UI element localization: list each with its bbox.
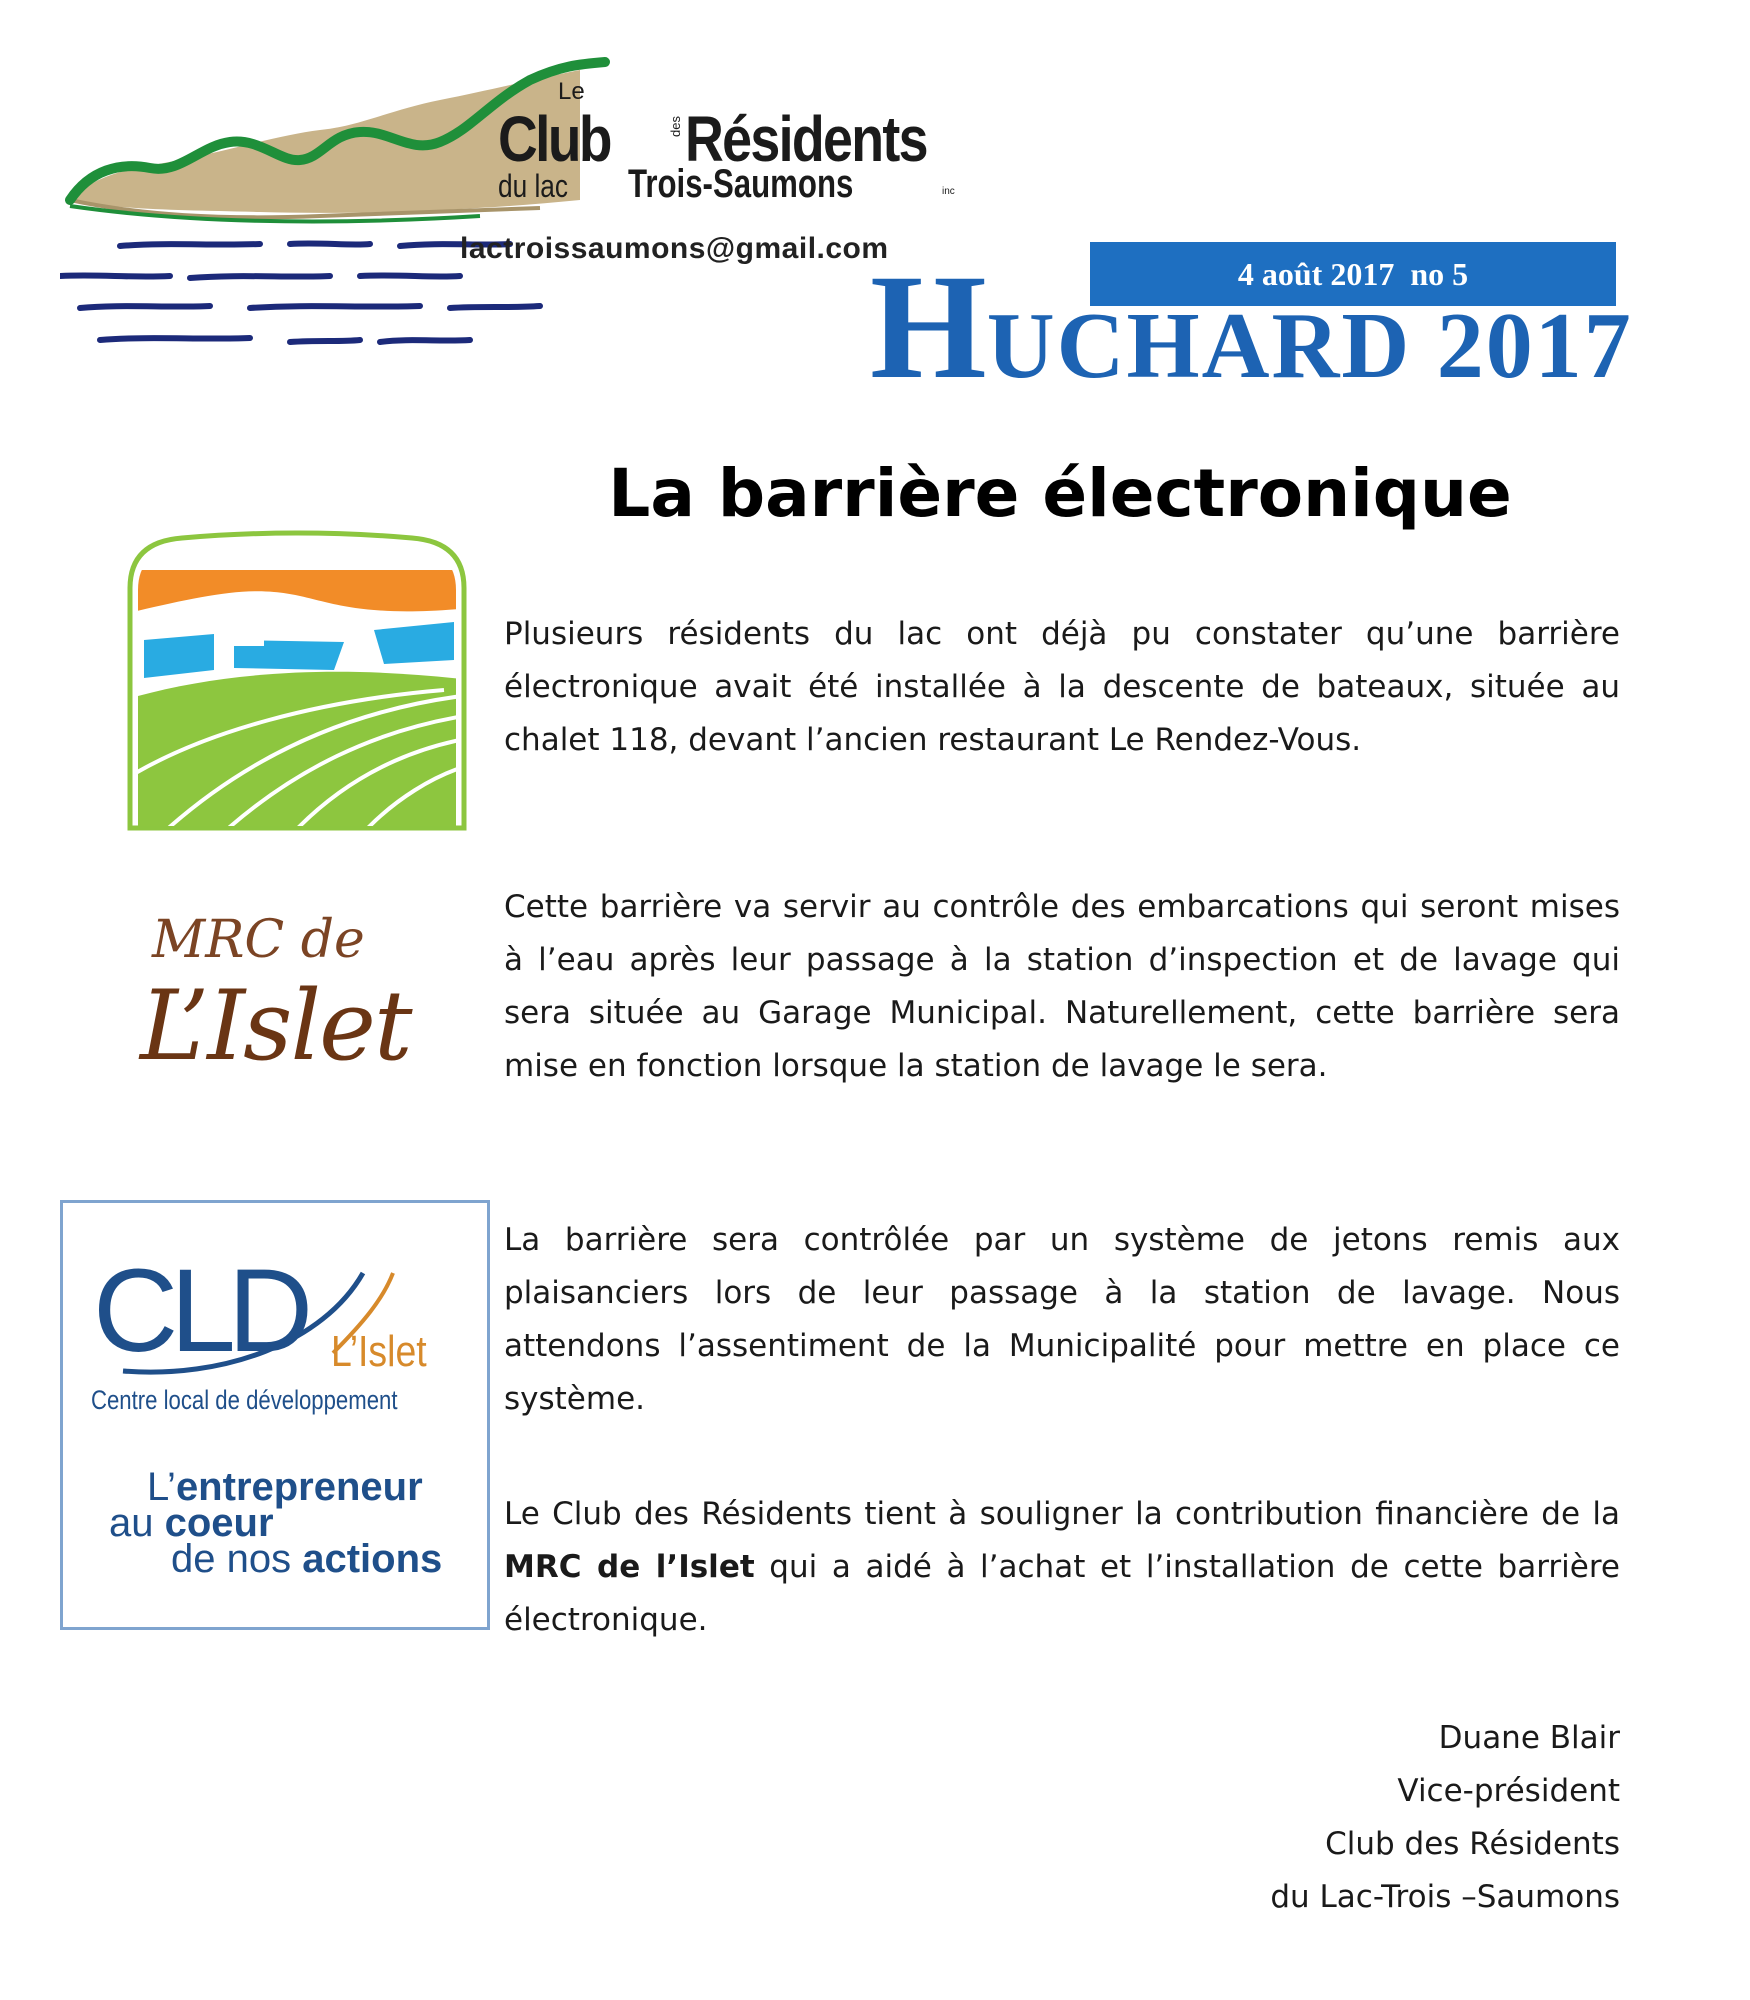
newsletter-title-initial: H xyxy=(870,244,987,410)
cld-slogan3-pre: de nos xyxy=(171,1537,303,1581)
cld-islet: L’Islet xyxy=(331,1327,427,1376)
logo-du-lac: du lac xyxy=(498,168,569,204)
cld-slogan-line3 xyxy=(171,1537,442,1582)
paragraph-4-bold: MRC de l’Islet xyxy=(504,1549,755,1585)
signature-role: Vice-président xyxy=(1397,1773,1620,1809)
landscape-logo xyxy=(124,530,470,832)
article-paragraph-1: Plusieurs résidents du lac ont déjà pu constater qu’une barrière électronique avait été installée à la descente de bateaux, située au chalet 118, devant l’ancien restaurant Le Rendez-Vous. xyxy=(504,616,1620,758)
cld-subtitle: Centre local de développement xyxy=(91,1385,398,1415)
signature-org-1: Club des Résidents xyxy=(1325,1826,1620,1862)
newsletter-title-rest: UCHARD 2017 xyxy=(986,294,1633,398)
logo-le: Le xyxy=(558,78,585,105)
cld-islet-logo xyxy=(60,1200,490,1630)
issue-date: 4 août 2017 xyxy=(1237,256,1395,292)
article-paragraph-2: Cette barrière va servir au contrôle des embarcations qui seront mises à l’eau après leur passage à la station d’inspection et de lavage qui sera située au Garage Municipal. Naturellement, cette barrière sera mise en fonction lorsque la station de lavage le sera. xyxy=(504,889,1620,1084)
logo-inc: inc xyxy=(942,186,955,197)
cld-slogan1-pre: L’ xyxy=(147,1465,176,1509)
paragraph-4-before: Le Club des Résidents tient à souligner la contribution financière de la xyxy=(504,1496,1620,1532)
article-paragraph-3: La barrière sera contrôlée par un système de jetons remis aux plaisanciers lors de leur passage à la station de lavage. Nous attendons l’assentiment de la Municipalité pour mettre en place ce système. xyxy=(504,1222,1620,1417)
article-paragraph-4 xyxy=(504,1488,1620,1647)
lake-mountain-graphic xyxy=(60,50,960,390)
club-residents-logo xyxy=(60,50,960,390)
issue-number: no 5 xyxy=(1410,256,1469,292)
mrc-logo-line1: MRC de xyxy=(152,910,365,970)
club-email: lactroissaumons@gmail.com xyxy=(460,232,889,265)
logo-residents: Résidents xyxy=(685,103,927,175)
cld-slogan1-bold: entrepreneur xyxy=(175,1465,423,1509)
cld-slogan2-pre: au xyxy=(109,1501,165,1545)
cld-letters: CLD xyxy=(93,1245,306,1377)
cld-slogan2-bold: coeur xyxy=(164,1501,274,1545)
mrc-islet-logo xyxy=(140,910,460,1110)
logo-trois-saumons: Trois-Saumons xyxy=(628,162,854,206)
newsletter-title xyxy=(870,244,1633,410)
signature-org-2: du Lac-Trois –Saumons xyxy=(1270,1879,1620,1915)
landscape-icon xyxy=(124,530,470,832)
paragraph-4-after: qui a aidé à l’achat et l’installation de cette barrière électronique. xyxy=(504,1549,1621,1638)
mrc-logo-line2: L’Islet xyxy=(140,970,411,1082)
article-title: La barrière électronique xyxy=(608,455,1512,532)
signature-block xyxy=(1100,1712,1620,1924)
cld-slogan3-bold: actions xyxy=(302,1537,443,1581)
logo-des: des xyxy=(668,116,683,137)
logo-club: Club xyxy=(498,103,610,175)
signature-name: Duane Blair xyxy=(1438,1720,1620,1756)
